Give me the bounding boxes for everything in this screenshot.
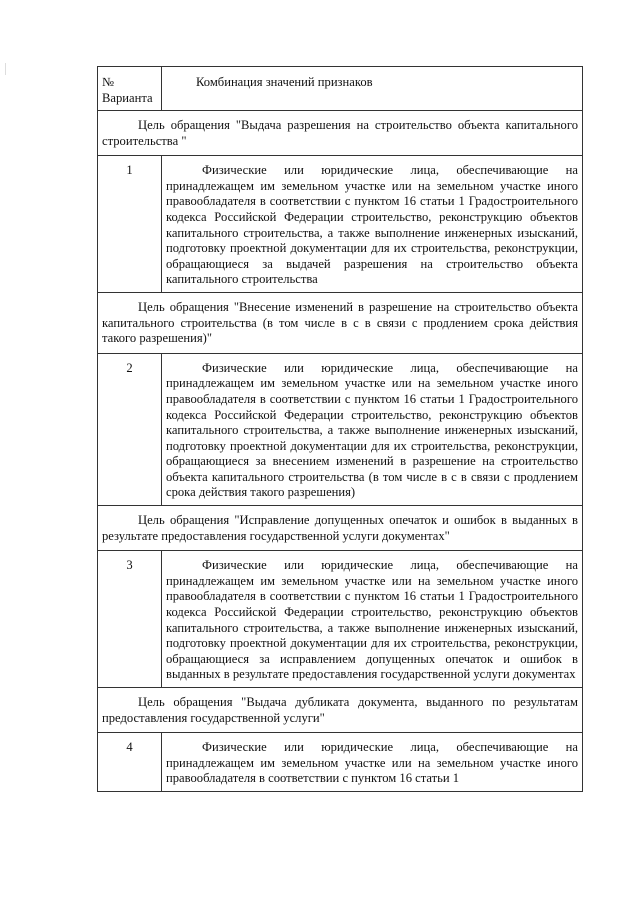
variant-number: 3: [98, 551, 162, 688]
variant-text: Физические или юридические лица, обеспечивающие на принадлежащем им земельном участке или на земельном участке иного правообладателя в соответствии с пунктом 16 статьи 1 Градостроительного кодекса Российской Федерации строительство, реконструкцию объектов капитального строительства, а также выполнение инженерных изысканий, подготовку проектной документации для их строительства, реконструкции, обращающиеся за выдачей разрешения на строительство объекта капитального строительства: [166, 163, 578, 287]
variant-text-cell: [162, 353, 583, 505]
header-combination-label: Комбинация значений признаков: [196, 75, 373, 89]
purpose-text: Цель обращения "Внесение изменений в разрешение на строительство объекта капитального строительства (в том числе в с в связи с продлением срока действия такого разрешения)": [102, 299, 578, 346]
purpose-row: [98, 292, 583, 353]
variant-number: 4: [98, 733, 162, 792]
variants-table: [97, 66, 583, 792]
purpose-text: Цель обращения "Исправление допущенных опечаток и ошибок в выданных в результате предоставления государственной услуги документах": [102, 513, 578, 543]
variant-text: Физические или юридические лица, обеспечивающие на принадлежащем им земельном участке или на земельном участке иного правообладателя в соответствии с пунктом 16 статьи 1 Градостроительного кодекса Российской Федерации строительство, реконструкцию объектов капитального строительства, а также выполнение инженерных изысканий, подготовку проектной документации для их строительства, реконструкции, обращающиеся за внесением изменений в разрешение на строительство объекта капитального строительства (в том числе в с в связи с продлением срока действия такого разрешения): [166, 360, 578, 500]
purpose-cell: [98, 292, 583, 353]
scan-margin-mark: [5, 63, 6, 75]
variant-number: 1: [98, 156, 162, 293]
header-variant-number: № Варианта: [98, 67, 162, 111]
purpose-text: Цель обращения "Выдача дубликата документа, выданного по результатам предоставления государственной услуги": [102, 695, 578, 725]
variant-text: Физические или юридические лица, обеспечивающие на принадлежащем им земельном участке или на земельном участке иного правообладателя в соответствии с пунктом 16 статьи 1: [166, 740, 578, 786]
purpose-cell: [98, 688, 583, 733]
table-header-row: [98, 67, 583, 111]
purpose-text: Цель обращения "Выдача разрешения на строительство объекта капитального строительства ": [102, 118, 578, 148]
variant-text-cell: [162, 551, 583, 688]
purpose-cell: [98, 111, 583, 156]
variant-row: [98, 156, 583, 293]
purpose-row: [98, 506, 583, 551]
header-combination: [162, 67, 583, 111]
variant-text-cell: [162, 733, 583, 792]
purpose-cell: [98, 506, 583, 551]
purpose-row: [98, 688, 583, 733]
variant-row: [98, 551, 583, 688]
purpose-row: [98, 111, 583, 156]
variant-text: Физические или юридические лица, обеспечивающие на принадлежащем им земельном участке или на земельном участке иного правообладателя в соответствии с пунктом 16 статьи 1 Градостроительного кодекса Российской Федерации строительство, реконструкцию объектов капитального строительства, а также выполнение инженерных изысканий, подготовку проектной документации для их строительства, реконструкции, обращающиеся за исправлением допущенных опечаток и ошибок в выданных в результате предоставления государственной услуги документах: [166, 558, 578, 682]
variant-text-cell: [162, 156, 583, 293]
variant-number: 2: [98, 353, 162, 505]
variant-row: [98, 353, 583, 505]
variant-row: [98, 733, 583, 792]
